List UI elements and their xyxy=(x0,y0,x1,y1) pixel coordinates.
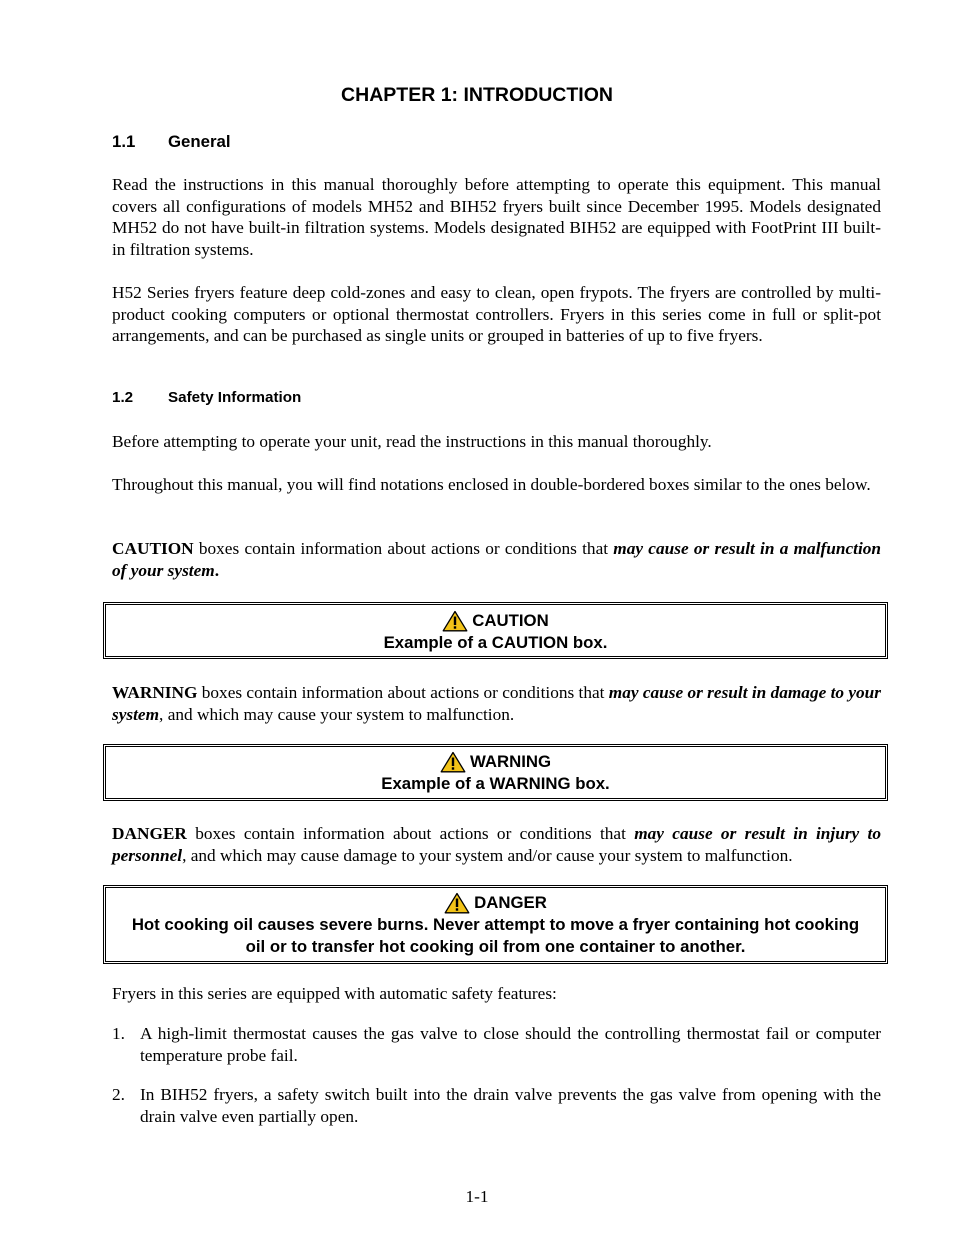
list-item-number: 1. xyxy=(112,1024,125,1043)
page-number: 1-1 xyxy=(465,1187,489,1206)
section-title: General xyxy=(168,132,231,151)
paragraph-danger-description xyxy=(112,823,881,866)
danger-box-body: Hot cooking oil causes severe burns. Never attempt to move a fryer containing hot cooking oil or to transfer hot cooking oil from one container to another. xyxy=(131,915,860,956)
warning-desc-text: boxes contain information about actions or conditions that xyxy=(197,683,609,702)
paragraph-safety-1: Before attempting to operate your unit, read the instructions in this manual thoroughly. xyxy=(112,432,712,451)
danger-term: DANGER xyxy=(112,824,187,843)
warning-triangle-icon xyxy=(442,610,468,632)
section-heading-safety xyxy=(112,389,301,406)
paragraph-safety-2: Throughout this manual, you will find notations enclosed in double-bordered boxes similar to the ones below. xyxy=(112,475,871,494)
warning-box xyxy=(103,744,888,801)
caution-box xyxy=(103,602,888,659)
chapter-title: CHAPTER 1: INTRODUCTION xyxy=(341,84,613,106)
danger-box-heading: DANGER xyxy=(474,893,547,912)
danger-box xyxy=(103,885,888,964)
list-item xyxy=(112,1023,881,1066)
paragraph-general-2: H52 Series fryers feature deep cold-zones and easy to clean, open frypots. The fryers are controlled by multi-product cooking computers or optional thermostat controllers. Fryers in this series come in full or split-pot arrangements, and can be purchased as single units or grouped in batteries of up to five fryers. xyxy=(112,283,881,346)
warning-triangle-icon xyxy=(444,892,470,914)
warning-term: WARNING xyxy=(112,683,198,702)
list-item-text: A high-limit thermostat causes the gas valve to close should the controlling thermostat fail or computer temperature probe fail. xyxy=(140,1024,881,1065)
caution-desc-end: . xyxy=(214,560,220,580)
section-number: 1.2 xyxy=(112,389,134,406)
warning-box-header xyxy=(106,751,885,773)
paragraph-warning-description xyxy=(112,682,881,725)
paragraph-general-1: Read the instructions in this manual thoroughly before attempting to operate this equipment. This manual covers all configurations of models MH52 and BIH52 fryers built since December 1995. Models designated MH52 do not have built-in filtration systems. Models designated BIH52 are equipped with FootPrint III built-in filtration systems. xyxy=(112,175,881,259)
caution-desc-text: boxes contain information about actions or conditions that xyxy=(193,539,614,558)
list-item-number: 2. xyxy=(112,1085,125,1104)
warning-box-heading: WARNING xyxy=(469,752,552,771)
caution-box-body: Example of a CAUTION box. xyxy=(383,633,608,652)
warning-desc-end: , and which may cause your system to malfunction. xyxy=(159,704,515,724)
caution-box-header xyxy=(106,610,885,632)
danger-box-header xyxy=(120,892,871,914)
section-heading-general xyxy=(112,132,231,152)
caution-emphasis: may cause or result in a malfunction of your system xyxy=(112,539,881,580)
caution-box-heading: CAUTION xyxy=(472,611,549,630)
section-title: Safety Information xyxy=(168,389,302,406)
warning-emphasis: may cause or result in damage to your system xyxy=(112,683,881,724)
section-number: 1.1 xyxy=(112,132,136,151)
warning-box-body: Example of a WARNING box. xyxy=(381,774,610,793)
paragraph-caution-description xyxy=(112,538,881,581)
list-item-text: In BIH52 fryers, a safety switch built into the drain valve prevents the gas valve from opening with the drain valve even partially open. xyxy=(140,1085,881,1126)
warning-triangle-icon xyxy=(440,751,466,773)
danger-desc-end: , and which may cause damage to your system and/or cause your system to malfunction. xyxy=(182,845,793,865)
danger-desc-text: boxes contain information about actions or conditions that xyxy=(186,824,635,843)
caution-term: CAUTION xyxy=(112,539,194,558)
list-item xyxy=(112,1084,881,1127)
paragraph-safety-features: Fryers in this series are equipped with automatic safety features: xyxy=(112,984,557,1003)
danger-emphasis: may cause or result in injury to personnel xyxy=(112,824,881,865)
